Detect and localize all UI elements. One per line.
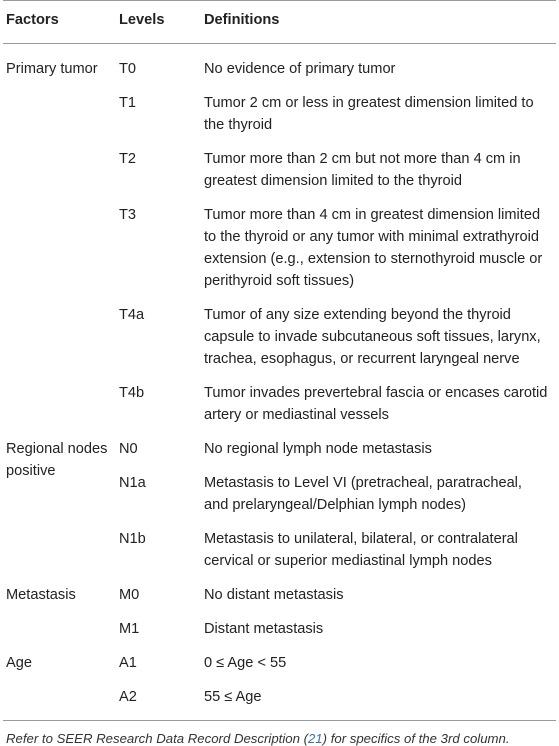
level-cell: T3: [119, 207, 137, 223]
table-row: [3, 44, 556, 81]
staging-table: [3, 0, 556, 721]
factor-cell: [3, 136, 116, 192]
table-row: [3, 370, 556, 426]
factor-cell: Age: [6, 655, 32, 671]
table-row: [3, 606, 556, 640]
table-row: [3, 426, 556, 460]
header-definitions: Definitions: [204, 12, 280, 28]
header-levels: Levels: [119, 12, 165, 28]
level-cell: N1b: [119, 531, 146, 547]
definition-cell: Distant metastasis: [204, 621, 324, 637]
definition-cell: 55 ≤ Age: [204, 689, 262, 705]
factor-cell: Regional nodes positive: [6, 441, 108, 479]
level-cell: T4a: [119, 307, 145, 323]
definition-cell: No evidence of primary tumor: [204, 61, 396, 77]
table-row: [3, 192, 556, 292]
level-cell: T1: [119, 95, 137, 111]
definition-cell: Tumor more than 2 cm but not more than 4 cm in greatest dimension limited to the thyroid: [204, 151, 521, 189]
table-row: [3, 136, 556, 192]
table-row: [3, 572, 556, 606]
factor-cell: [3, 192, 116, 292]
factor-cell: [3, 606, 116, 640]
level-cell: M1: [119, 621, 140, 637]
table-row: [3, 640, 556, 674]
table-row: [3, 674, 556, 721]
level-cell: M0: [119, 587, 140, 603]
table-body: [3, 44, 556, 721]
level-cell: T4b: [119, 385, 145, 401]
factor-cell: [3, 80, 116, 136]
table-footnote: [3, 731, 556, 746]
factor-cell: Metastasis: [6, 587, 76, 603]
definition-cell: Tumor invades prevertebral fascia or encases carotid artery or mediastinal vessels: [204, 385, 548, 423]
header-factors: Factors: [6, 12, 59, 28]
header-row: [3, 1, 556, 44]
definition-cell: Metastasis to unilateral, bilateral, or contralateral cervical or superior mediastinal lymph nodes: [204, 531, 518, 569]
definition-cell: Tumor of any size extending beyond the thyroid capsule to invade subcutaneous soft tissues, larynx, trachea, esophagus, or recurrent laryngeal nerve: [204, 307, 541, 367]
level-cell: N1a: [119, 475, 146, 491]
footnote-reference-link[interactable]: 21: [307, 731, 323, 746]
level-cell: T0: [119, 61, 137, 77]
table-row: [3, 80, 556, 136]
definition-cell: No regional lymph node metastasis: [204, 441, 432, 457]
definition-cell: No distant metastasis: [204, 587, 344, 603]
level-cell: A2: [119, 689, 137, 705]
definition-cell: Tumor 2 cm or less in greatest dimension limited to the thyroid: [204, 95, 534, 133]
factor-cell: Primary tumor: [6, 61, 98, 77]
level-cell: A1: [119, 655, 137, 671]
footnote-text-start: Refer to SEER Research Data Record Description (: [6, 731, 308, 746]
factor-cell: [3, 370, 116, 426]
table-container: [3, 0, 556, 746]
footnote-text-end: ) for specifics of the 3rd column.: [322, 731, 510, 746]
definition-cell: Tumor more than 4 cm in greatest dimension limited to the thyroid or any tumor with minimal extrathyroid extension (e.g., extension to sternothyroid muscle or perithyroid soft tissues): [204, 207, 543, 289]
table-header: [3, 1, 556, 44]
level-cell: N0: [119, 441, 138, 457]
factor-cell: [3, 292, 116, 370]
level-cell: T2: [119, 151, 137, 167]
definition-cell: Metastasis to Level VI (pretracheal, paratracheal, and prelaryngeal/Delphian lymph nodes): [204, 475, 522, 513]
table-row: [3, 292, 556, 370]
definition-cell: 0 ≤ Age < 55: [204, 655, 287, 671]
factor-cell: [3, 674, 116, 721]
